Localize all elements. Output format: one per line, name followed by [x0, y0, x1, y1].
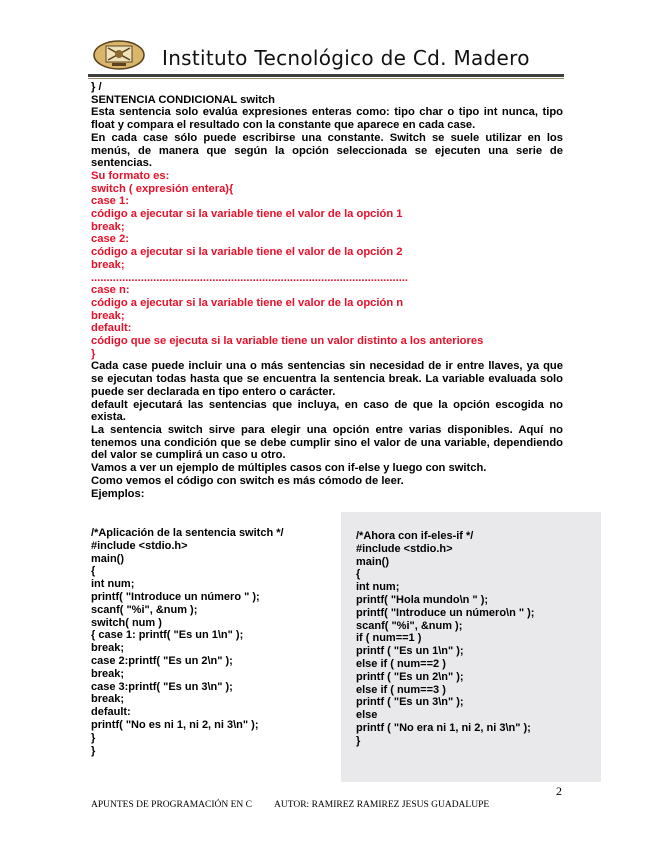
code-line: }	[356, 734, 361, 747]
body-line: switch ( expresión entera){	[91, 182, 234, 195]
code-line: printf( "Hola mundo\n " );	[356, 593, 489, 606]
code-line: int num;	[91, 578, 135, 591]
code-line: printf ( "Es un 3\n" );	[356, 696, 464, 709]
code-line: #include <stdio.h>	[356, 542, 453, 555]
code-line: printf( "Introduce un número\n " );	[356, 606, 535, 619]
body-line: código que se ejecuta si la variable tiene un valor distinto a los anteriores	[91, 335, 484, 348]
code-line: {	[356, 568, 361, 581]
body-line: }	[91, 347, 96, 360]
body-line: break;	[91, 258, 125, 271]
body-text	[91, 81, 563, 500]
code-line: {	[91, 565, 96, 578]
code-line: else if ( num==2 )	[356, 657, 446, 670]
code-line: scanf( "%i", &num );	[356, 619, 463, 632]
code-line: main()	[356, 555, 389, 568]
footer-course: APUNTES DE PROGRAMACIÓN EN C	[91, 800, 252, 810]
code-line: printf ( "No era ni 1, ni 2, ni 3\n" );	[356, 721, 531, 734]
code-line: scanf( "%i", &num );	[91, 603, 198, 616]
body-line: código a ejecutar si la variable tiene el valor de la opción 1	[91, 208, 403, 221]
code-line: default:	[91, 706, 131, 719]
footer-author: AUTOR: RAMIREZ RAMIREZ JESUS GUADALUPE	[274, 800, 490, 810]
body-line: case 2:	[91, 233, 129, 246]
code-line: #include <stdio.h>	[91, 539, 188, 552]
body-line: En cada case sólo puede escribirse una constante. Switch se suele utilizar en los menús, de manera que según la opción seleccionada se ejecuten una serie de sentencias.	[91, 131, 563, 170]
body-line: Esta sentencia solo evalúa expresiones enteras como: tipo char o tipo int nunca, tipo float y compara el resultado con la constante que aparece en cada case.	[91, 106, 563, 132]
body-line: } /	[91, 81, 102, 93]
code-line: break;	[91, 667, 125, 680]
body-line: código a ejecutar si la variable tiene el valor de la opción 2	[91, 246, 403, 259]
code-line: if ( num==1 )	[356, 632, 422, 645]
instituto-logo-icon	[92, 38, 146, 70]
separator-dots: ......................................................................................................	[91, 271, 409, 284]
body-line: default ejecutará las sentencias que incluya, en caso de que la opción escogida no exista.	[91, 398, 563, 424]
code-line: printf( "Introduce un número " );	[91, 590, 260, 603]
body-line: código a ejecutar si la variable tiene el valor de la opción n	[91, 296, 404, 309]
code-line: /*Ahora con if-eles-if */	[356, 530, 474, 542]
body-line: Ejemplos:	[91, 487, 145, 500]
body-line: Su formato es:	[91, 169, 170, 182]
code-line: /*Aplicación de la sentencia switch */	[91, 527, 284, 539]
body-line: Cada case puede incluir una o más sentencias sin necesidad de ir entre llaves, ya que se ejecutan todas hasta que se encuentra la sentencia break. La variable evaluada solo puede ser declarada en tipo entero o carácter.	[91, 360, 563, 398]
code-line: main()	[91, 552, 124, 565]
code-line: switch( num )	[91, 616, 162, 629]
body-line: case n:	[91, 284, 130, 297]
body-line: case 1:	[91, 195, 129, 208]
code-line: break;	[91, 693, 125, 706]
header-rule-thin	[88, 78, 564, 79]
body-line: Como vemos el código con switch es más cómodo de leer.	[91, 474, 404, 487]
code-line: else if ( num==3 )	[356, 683, 446, 696]
code-line: case 2:printf( "Es un 2\n" );	[91, 654, 233, 667]
code-example-if-else	[356, 530, 596, 748]
code-example-switch	[91, 527, 341, 757]
code-line: printf( "No es ni 1, ni 2, ni 3\n" );	[91, 718, 259, 731]
code-line: else	[356, 709, 378, 722]
body-line: break;	[91, 309, 125, 322]
body-line: Vamos a ver un ejemplo de múltiples casos con if-else y luego con switch.	[91, 462, 487, 475]
body-line: SENTENCIA CONDICIONAL switch	[91, 93, 275, 106]
page-footer	[91, 800, 511, 810]
body-line: La sentencia switch sirve para elegir una opción entre varias disponibles. Aquí no tenemos una condición que se debe cumplir sino el valor de una variable, dependiendo del valor se cumplirá un caso u otro.	[91, 423, 563, 462]
code-line: printf ( "Es un 1\n" );	[356, 645, 464, 658]
code-line: }	[91, 731, 96, 744]
header-rule	[88, 74, 564, 77]
page-number: 2	[556, 784, 562, 798]
code-line: { case 1: printf( "Es un 1\n" );	[91, 629, 244, 642]
code-line: printf ( "Es un 2\n" );	[356, 670, 464, 683]
body-line: break;	[91, 220, 125, 233]
body-line: default:	[91, 322, 132, 335]
code-line: }	[91, 744, 96, 757]
institution-title: Instituto Tecnológico de Cd. Madero	[162, 46, 530, 70]
code-line: int num;	[356, 581, 400, 594]
code-line: break;	[91, 642, 125, 655]
code-line: case 3:printf( "Es un 3\n" );	[91, 680, 233, 693]
